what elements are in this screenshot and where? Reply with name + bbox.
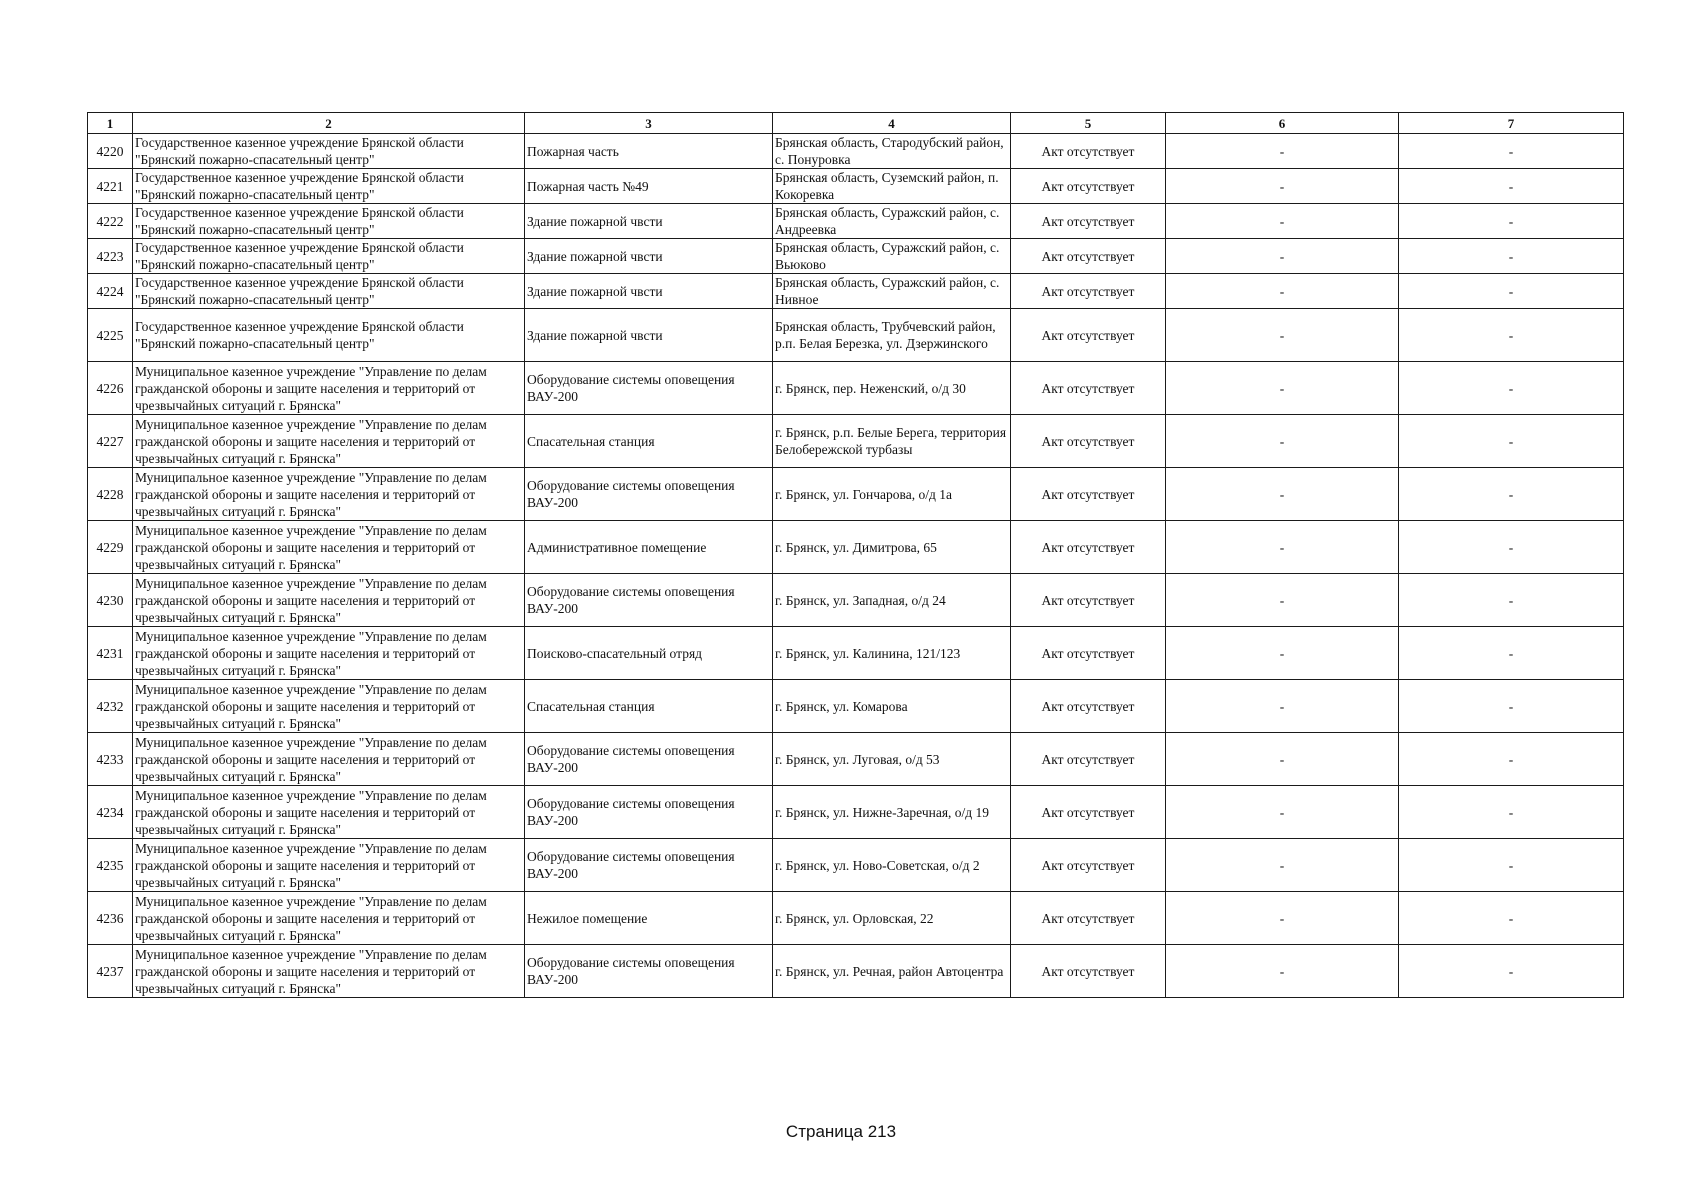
row-number-cell: 4227	[88, 415, 133, 468]
organization-cell: Муниципальное казенное учреждение "Управление по делам гражданской обороны и защите населения и территорий от чрезвычайных ситуаций г. Брянска"	[133, 574, 525, 627]
column-7-cell: -	[1399, 239, 1624, 274]
organization-cell: Государственное казенное учреждение Брянской области "Брянский пожарно-спасательный центр"	[133, 239, 525, 274]
act-status-cell: Акт отсутствует	[1011, 521, 1166, 574]
row-number-cell: 4231	[88, 627, 133, 680]
act-status-cell: Акт отсутствует	[1011, 134, 1166, 169]
object-cell: Оборудование системы оповещения ВАУ-200	[525, 468, 773, 521]
column-header-1: 1	[88, 113, 133, 134]
table-row	[88, 274, 1624, 309]
column-header-3: 3	[525, 113, 773, 134]
column-6-cell: -	[1166, 945, 1399, 998]
object-cell: Оборудование системы оповещения ВАУ-200	[525, 733, 773, 786]
act-status-cell: Акт отсутствует	[1011, 239, 1166, 274]
act-status-cell: Акт отсутствует	[1011, 309, 1166, 362]
column-6-cell: -	[1166, 309, 1399, 362]
column-7-cell: -	[1399, 733, 1624, 786]
act-status-cell: Акт отсутствует	[1011, 839, 1166, 892]
address-cell: Брянская область, Суражский район, с. Вьюково	[773, 239, 1011, 274]
organization-cell: Муниципальное казенное учреждение "Управление по делам гражданской обороны и защите населения и территорий от чрезвычайных ситуаций г. Брянска"	[133, 733, 525, 786]
row-number-cell: 4226	[88, 362, 133, 415]
object-cell: Административное помещение	[525, 521, 773, 574]
column-6-cell: -	[1166, 839, 1399, 892]
organization-cell: Государственное казенное учреждение Брянской области "Брянский пожарно-спасательный центр"	[133, 134, 525, 169]
address-cell: г. Брянск, ул. Западная, о/д 24	[773, 574, 1011, 627]
object-cell: Здание пожарной чвсти	[525, 239, 773, 274]
column-6-cell: -	[1166, 134, 1399, 169]
column-6-cell: -	[1166, 786, 1399, 839]
column-7-cell: -	[1399, 786, 1624, 839]
column-6-cell: -	[1166, 521, 1399, 574]
address-cell: г. Брянск, ул. Нижне-Заречная, о/д 19	[773, 786, 1011, 839]
row-number-cell: 4233	[88, 733, 133, 786]
address-cell: г. Брянск, ул. Комарова	[773, 680, 1011, 733]
column-6-cell: -	[1166, 362, 1399, 415]
row-number-cell: 4236	[88, 892, 133, 945]
column-header-5: 5	[1011, 113, 1166, 134]
organization-cell: Муниципальное казенное учреждение "Управление по делам гражданской обороны и защите населения и территорий от чрезвычайных ситуаций г. Брянска"	[133, 468, 525, 521]
table-row	[88, 627, 1624, 680]
act-status-cell: Акт отсутствует	[1011, 892, 1166, 945]
act-status-cell: Акт отсутствует	[1011, 733, 1166, 786]
row-number-cell: 4221	[88, 169, 133, 204]
table-row	[88, 680, 1624, 733]
address-cell: г. Брянск, ул. Орловская, 22	[773, 892, 1011, 945]
act-status-cell: Акт отсутствует	[1011, 786, 1166, 839]
column-6-cell: -	[1166, 415, 1399, 468]
address-cell: Брянская область, Суражский район, с. Андреевка	[773, 204, 1011, 239]
header-row	[88, 113, 1624, 134]
object-cell: Оборудование системы оповещения ВАУ-200	[525, 786, 773, 839]
column-7-cell: -	[1399, 134, 1624, 169]
object-cell: Здание пожарной чвсти	[525, 309, 773, 362]
column-6-cell: -	[1166, 274, 1399, 309]
column-header-2: 2	[133, 113, 525, 134]
organization-cell: Муниципальное казенное учреждение "Управление по делам гражданской обороны и защите населения и территорий от чрезвычайных ситуаций г. Брянска"	[133, 945, 525, 998]
act-status-cell: Акт отсутствует	[1011, 204, 1166, 239]
table-row	[88, 362, 1624, 415]
act-status-cell: Акт отсутствует	[1011, 945, 1166, 998]
row-number-cell: 4229	[88, 521, 133, 574]
table-row	[88, 574, 1624, 627]
act-status-cell: Акт отсутствует	[1011, 627, 1166, 680]
organization-cell: Муниципальное казенное учреждение "Управление по делам гражданской обороны и защите населения и территорий от чрезвычайных ситуаций г. Брянска"	[133, 415, 525, 468]
column-header-6: 6	[1166, 113, 1399, 134]
table-row	[88, 169, 1624, 204]
act-status-cell: Акт отсутствует	[1011, 274, 1166, 309]
row-number-cell: 4235	[88, 839, 133, 892]
address-cell: Брянская область, Трубчевский район, р.п. Белая Березка, ул. Дзержинского	[773, 309, 1011, 362]
column-header-4: 4	[773, 113, 1011, 134]
table-row	[88, 892, 1624, 945]
table-row	[88, 468, 1624, 521]
act-status-cell: Акт отсутствует	[1011, 169, 1166, 204]
column-6-cell: -	[1166, 892, 1399, 945]
object-cell: Поисково-спасательный отряд	[525, 627, 773, 680]
table-row	[88, 309, 1624, 362]
object-cell: Здание пожарной чвсти	[525, 204, 773, 239]
object-cell: Спасательная станция	[525, 415, 773, 468]
address-cell: г. Брянск, ул. Гончарова, о/д 1а	[773, 468, 1011, 521]
row-number-cell: 4224	[88, 274, 133, 309]
object-cell: Оборудование системы оповещения ВАУ-200	[525, 362, 773, 415]
column-7-cell: -	[1399, 839, 1624, 892]
address-cell: Брянская область, Суражский район, с. Нивное	[773, 274, 1011, 309]
organization-cell: Государственное казенное учреждение Брянской области "Брянский пожарно-спасательный центр"	[133, 274, 525, 309]
address-cell: г. Брянск, ул. Луговая, о/д 53	[773, 733, 1011, 786]
row-number-cell: 4223	[88, 239, 133, 274]
row-number-cell: 4225	[88, 309, 133, 362]
table-row	[88, 204, 1624, 239]
row-number-cell: 4220	[88, 134, 133, 169]
object-cell: Оборудование системы оповещения ВАУ-200	[525, 839, 773, 892]
act-status-cell: Акт отсутствует	[1011, 468, 1166, 521]
address-cell: г. Брянск, ул. Димитрова, 65	[773, 521, 1011, 574]
column-6-cell: -	[1166, 239, 1399, 274]
registry-table	[87, 112, 1624, 998]
organization-cell: Государственное казенное учреждение Брянской области "Брянский пожарно-спасательный центр"	[133, 309, 525, 362]
page-number: Страница 213	[785, 1122, 897, 1141]
object-cell: Пожарная часть №49	[525, 169, 773, 204]
column-6-cell: -	[1166, 733, 1399, 786]
address-cell: г. Брянск, ул. Калинина, 121/123	[773, 627, 1011, 680]
row-number-cell: 4222	[88, 204, 133, 239]
address-cell: г. Брянск, ул. Ново-Советская, о/д 2	[773, 839, 1011, 892]
column-6-cell: -	[1166, 468, 1399, 521]
column-6-cell: -	[1166, 169, 1399, 204]
address-cell: Брянская область, Суземский район, п. Кокоревка	[773, 169, 1011, 204]
organization-cell: Муниципальное казенное учреждение "Управление по делам гражданской обороны и защите населения и территорий от чрезвычайных ситуаций г. Брянска"	[133, 680, 525, 733]
organization-cell: Муниципальное казенное учреждение "Управление по делам гражданской обороны и защите населения и территорий от чрезвычайных ситуаций г. Брянска"	[133, 627, 525, 680]
organization-cell: Муниципальное казенное учреждение "Управление по делам гражданской обороны и защите населения и территорий от чрезвычайных ситуаций г. Брянска"	[133, 786, 525, 839]
column-7-cell: -	[1399, 521, 1624, 574]
column-7-cell: -	[1399, 627, 1624, 680]
organization-cell: Муниципальное казенное учреждение "Управление по делам гражданской обороны и защите населения и территорий от чрезвычайных ситуаций г. Брянска"	[133, 521, 525, 574]
organization-cell: Муниципальное казенное учреждение "Управление по делам гражданской обороны и защите населения и территорий от чрезвычайных ситуаций г. Брянска"	[133, 362, 525, 415]
table-row	[88, 521, 1624, 574]
row-number-cell: 4228	[88, 468, 133, 521]
organization-cell: Муниципальное казенное учреждение "Управление по делам гражданской обороны и защите населения и территорий от чрезвычайных ситуаций г. Брянска"	[133, 892, 525, 945]
column-header-7: 7	[1399, 113, 1624, 134]
table-row	[88, 415, 1624, 468]
organization-cell: Муниципальное казенное учреждение "Управление по делам гражданской обороны и защите населения и территорий от чрезвычайных ситуаций г. Брянска"	[133, 839, 525, 892]
column-7-cell: -	[1399, 169, 1624, 204]
organization-cell: Государственное казенное учреждение Брянской области "Брянский пожарно-спасательный центр"	[133, 204, 525, 239]
column-7-cell: -	[1399, 680, 1624, 733]
table-row	[88, 134, 1624, 169]
column-7-cell: -	[1399, 309, 1624, 362]
act-status-cell: Акт отсутствует	[1011, 574, 1166, 627]
address-cell: г. Брянск, ул. Речная, район Автоцентра	[773, 945, 1011, 998]
row-number-cell: 4232	[88, 680, 133, 733]
object-cell: Пожарная часть	[525, 134, 773, 169]
act-status-cell: Акт отсутствует	[1011, 680, 1166, 733]
column-7-cell: -	[1399, 204, 1624, 239]
row-number-cell: 4230	[88, 574, 133, 627]
table-row	[88, 239, 1624, 274]
table-row	[88, 786, 1624, 839]
column-6-cell: -	[1166, 574, 1399, 627]
column-7-cell: -	[1399, 274, 1624, 309]
column-6-cell: -	[1166, 627, 1399, 680]
object-cell: Спасательная станция	[525, 680, 773, 733]
table-body	[88, 134, 1624, 998]
table-row	[88, 839, 1624, 892]
address-cell: г. Брянск, пер. Неженский, о/д 30	[773, 362, 1011, 415]
row-number-cell: 4237	[88, 945, 133, 998]
table-row	[88, 945, 1624, 998]
act-status-cell: Акт отсутствует	[1011, 362, 1166, 415]
column-6-cell: -	[1166, 680, 1399, 733]
organization-cell: Государственное казенное учреждение Брянской области "Брянский пожарно-спасательный центр"	[133, 169, 525, 204]
object-cell: Здание пожарной чвсти	[525, 274, 773, 309]
object-cell: Оборудование системы оповещения ВАУ-200	[525, 945, 773, 998]
column-7-cell: -	[1399, 574, 1624, 627]
column-6-cell: -	[1166, 204, 1399, 239]
column-7-cell: -	[1399, 362, 1624, 415]
address-cell: Брянская область, Стародубский район, с. Понуровка	[773, 134, 1011, 169]
row-number-cell: 4234	[88, 786, 133, 839]
table-row	[88, 733, 1624, 786]
object-cell: Оборудование системы оповещения ВАУ-200	[525, 574, 773, 627]
object-cell: Нежилое помещение	[525, 892, 773, 945]
column-7-cell: -	[1399, 892, 1624, 945]
address-cell: г. Брянск, р.п. Белые Берега, территория Белобережской турбазы	[773, 415, 1011, 468]
column-7-cell: -	[1399, 468, 1624, 521]
act-status-cell: Акт отсутствует	[1011, 415, 1166, 468]
column-7-cell: -	[1399, 945, 1624, 998]
column-7-cell: -	[1399, 415, 1624, 468]
